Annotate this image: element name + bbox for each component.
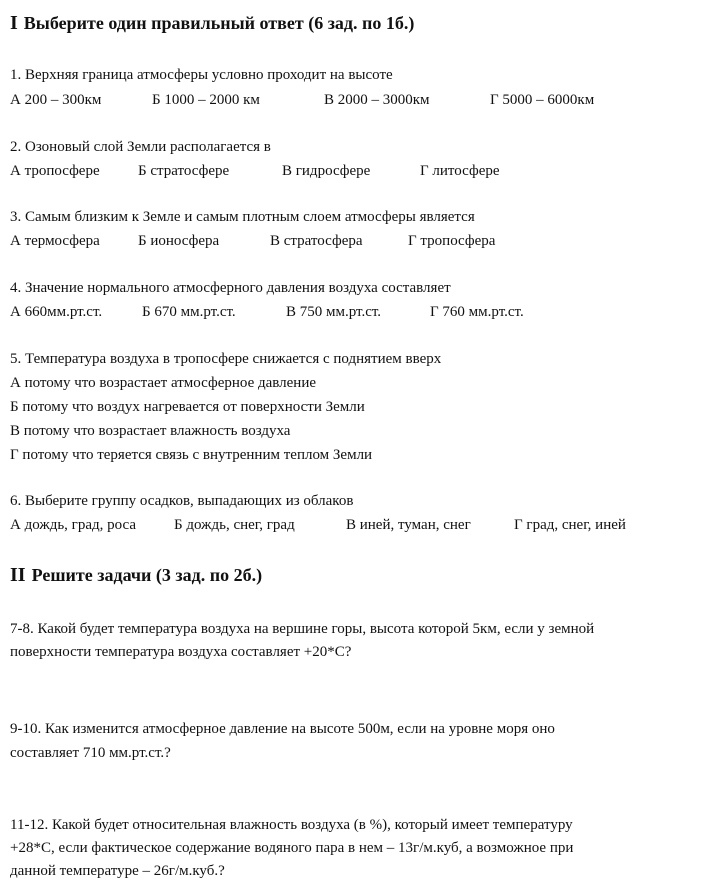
section-2-roman: II xyxy=(10,564,26,586)
task-1-line-1: 7-8. Какой будет температура воздуха на вершине горы, высота которой 5км, если у земной xyxy=(10,621,595,637)
section-1-title: Выберите один правильный ответ (6 зад. по 1б.) xyxy=(23,13,415,33)
task-3-line-2: +28*С, если фактическое содержание водяного пара в нем – 13г/м.куб, а возможное при xyxy=(10,840,574,856)
question-5-text: 5. Температура воздуха в тропосфере снижается с поднятием вверх xyxy=(10,351,442,367)
section-1-roman: I xyxy=(10,12,18,34)
question-1-text: 1. Верхняя граница атмосферы условно проходит на высоте xyxy=(10,67,393,83)
task-1-line-2: поверхности температура воздуха составляет +20*С? xyxy=(10,644,352,660)
question-4-option-c[interactable]: В 750 мм.рт.ст. xyxy=(286,304,382,320)
question-3-option-c[interactable]: В стратосфера xyxy=(270,233,363,249)
question-5-option-c[interactable]: В потому что возрастает влажность воздуха xyxy=(10,423,291,439)
section-1-heading xyxy=(10,12,414,35)
question-3-option-b[interactable]: Б ионосфера xyxy=(138,233,220,249)
question-5-option-d[interactable]: Г потому что теряется связь с внутренним теплом Земли xyxy=(10,447,373,463)
task-3-line-1: 11-12. Какой будет относительная влажность воздуха (в %), который имеет температуру xyxy=(10,817,573,833)
question-3-text: 3. Самым близким к Земле и самым плотным слоем атмосферы является xyxy=(10,209,475,225)
question-1-option-a[interactable]: А 200 – 300км xyxy=(10,92,102,108)
question-1-option-c[interactable]: В 2000 – 3000км xyxy=(324,92,430,108)
question-5-option-a[interactable]: А потому что возрастает атмосферное давление xyxy=(10,375,317,391)
question-2-option-b[interactable]: Б стратосфере xyxy=(138,163,230,179)
question-2-option-d[interactable]: Г литосфере xyxy=(420,163,500,179)
question-4-option-a[interactable]: А 660мм.рт.ст. xyxy=(10,304,103,320)
question-6-text: 6. Выберите группу осадков, выпадающих из облаков xyxy=(10,493,354,509)
question-3-option-d[interactable]: Г тропосфера xyxy=(408,233,496,249)
question-4-option-b[interactable]: Б 670 мм.рт.ст. xyxy=(142,304,236,320)
question-2-text: 2. Озоновый слой Земли располагается в xyxy=(10,139,271,155)
question-2-option-a[interactable]: А тропосфере xyxy=(10,163,100,179)
task-2-line-2: составляет 710 мм.рт.ст.? xyxy=(10,745,171,761)
question-1-option-b[interactable]: Б 1000 – 2000 км xyxy=(152,92,260,108)
question-5-option-b[interactable]: Б потому что воздух нагревается от поверхности Земли xyxy=(10,399,365,415)
section-2-heading xyxy=(10,564,262,587)
task-3-line-3: данной температуре – 26г/м.куб.? xyxy=(10,863,225,879)
question-6-option-c[interactable]: В иней, туман, снег xyxy=(346,517,471,533)
question-4-option-d[interactable]: Г 760 мм.рт.ст. xyxy=(430,304,524,320)
question-2-option-c[interactable]: В гидросфере xyxy=(282,163,371,179)
section-2-title: Решите задачи (3 зад. по 2б.) xyxy=(31,565,263,585)
question-6-option-d[interactable]: Г град, снег, иней xyxy=(514,517,626,533)
question-3-option-a[interactable]: А термосфера xyxy=(10,233,100,249)
question-6-option-b[interactable]: Б дождь, снег, град xyxy=(174,517,295,533)
question-4-text: 4. Значение нормального атмосферного давления воздуха составляет xyxy=(10,280,451,296)
question-1-option-d[interactable]: Г 5000 – 6000км xyxy=(490,92,595,108)
task-2-line-1: 9-10. Как изменится атмосферное давление на высоте 500м, если на уровне моря оно xyxy=(10,721,555,737)
question-6-option-a[interactable]: А дождь, град, роса xyxy=(10,517,136,533)
